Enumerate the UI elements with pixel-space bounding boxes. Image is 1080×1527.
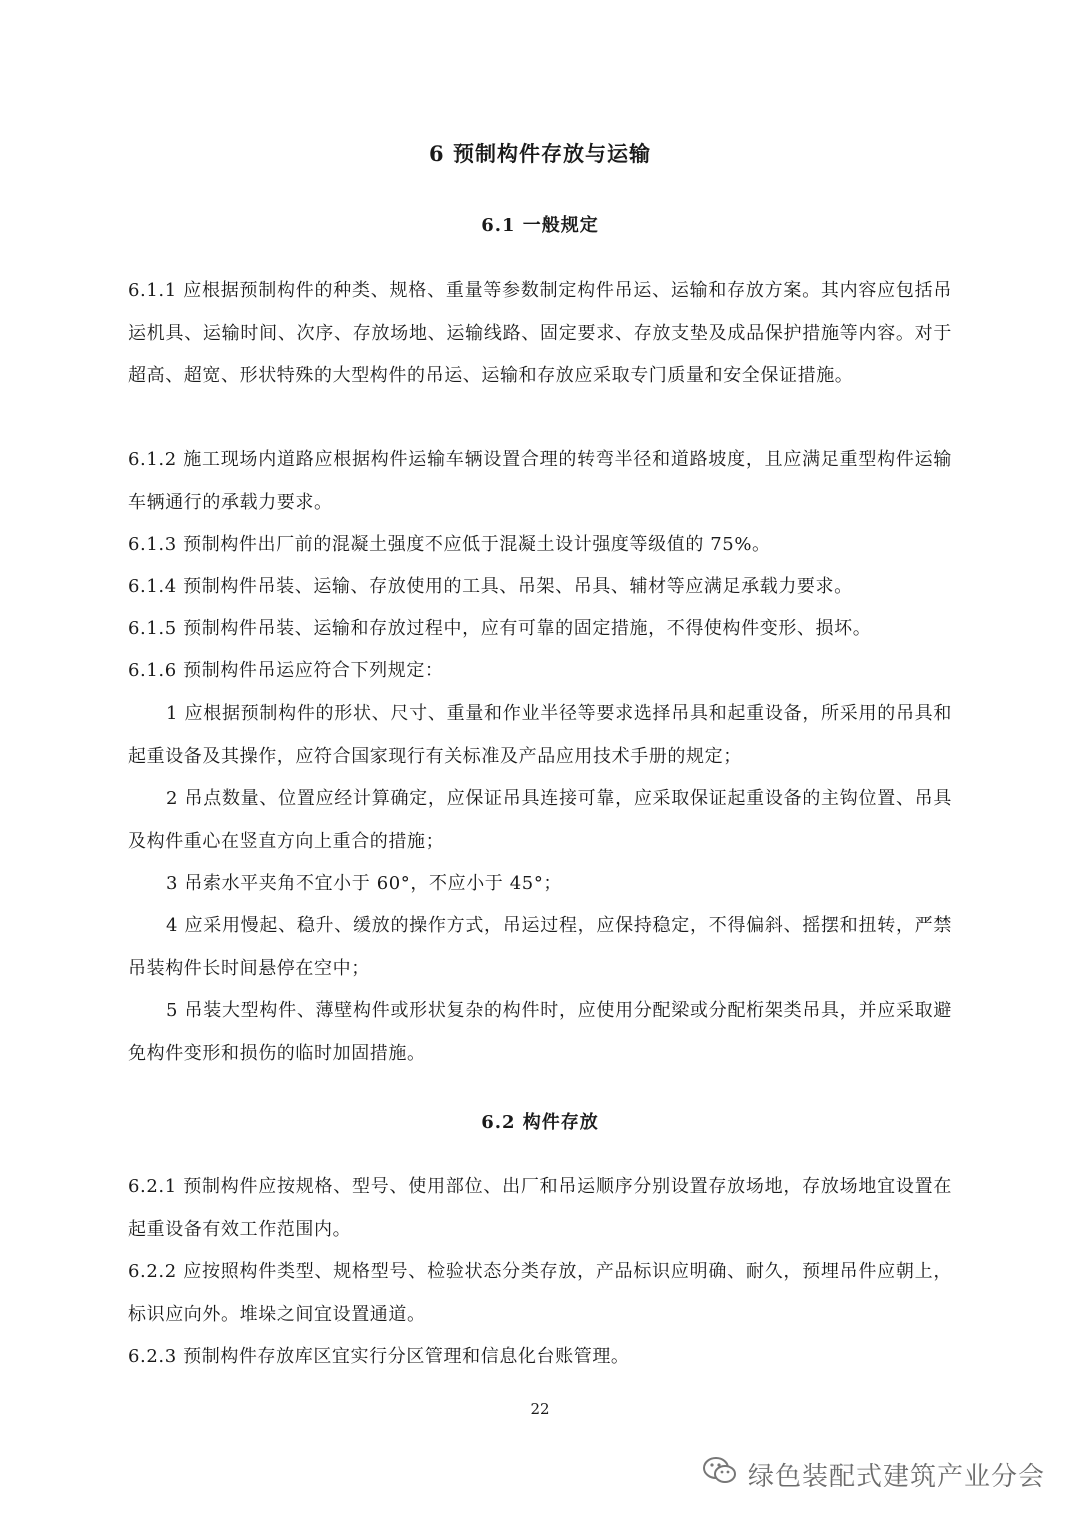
clause-6-1-3: 6.1.3 预制构件出厂前的混凝土强度不应低于混凝土设计强度等级值的 75%。 [128, 534, 771, 555]
clause-6-1-5: 6.1.5 预制构件吊装、运输和存放过程中，应有可靠的固定措施，不得使构件变形、损坏。 [128, 618, 872, 639]
clause-6-2-3: 6.2.3 预制构件存放库区宜实行分区管理和信息化台账管理。 [128, 1346, 630, 1367]
list-item: 2 吊点数量、位置应经计算确定，应保证吊具连接可靠，应采取保证起重设备的主钩位置、吊具及构件重心在竖直方向上重合的措施； [128, 788, 952, 852]
list-item: 4 应采用慢起、稳升、缓放的操作方式，吊运过程，应保持稳定，不得偏斜、摇摆和扭转，严禁吊装构件长时间悬停在空中； [128, 915, 952, 979]
chapter-title: 6 预制构件存放与运输 [429, 141, 651, 166]
section-title-6-1: 6.1 一般规定 [481, 215, 599, 236]
clause-6-2-1: 6.2.1 预制构件应按规格、型号、使用部位、出厂和吊运顺序分别设置存放场地，存放场地宜设置在起重设备有效工作范围内。 [128, 1176, 952, 1240]
list-item: 5 吊装大型构件、薄壁构件或形状复杂的构件时，应使用分配梁或分配桁架类吊具，并应采取避免构件变形和损伤的临时加固措施。 [128, 1000, 952, 1064]
list-item: 1 应根据预制构件的形状、尺寸、重量和作业半径等要求选择吊具和起重设备，所采用的吊具和起重设备及其操作，应符合国家现行有关标准及产品应用技术手册的规定； [128, 703, 952, 767]
section-title-6-2: 6.2 构件存放 [481, 1112, 599, 1133]
page-number: 22 [530, 1400, 550, 1418]
wechat-icon [702, 1456, 748, 1493]
list-item: 3 吊索水平夹角不宜小于 60°，不应小于 45°； [166, 873, 563, 894]
clause-6-1-2: 6.1.2 施工现场内道路应根据构件运输车辆设置合理的转弯半径和道路坡度，且应满足重型构件运输车辆通行的承载力要求。 [128, 449, 952, 513]
clause-6-2-2: 6.2.2 应按照构件类型、规格型号、检验状态分类存放，产品标识应明确、耐久，预埋吊件应朝上，标识应向外。堆垛之间宜设置通道。 [128, 1261, 952, 1325]
watermark [702, 1456, 1045, 1493]
clause-6-1-1: 6.1.1 应根据预制构件的种类、规格、重量等参数制定构件吊运、运输和存放方案。其内容应包括吊运机具、运输时间、次序、存放场地、运输线路、固定要求、存放支垫及成品保护措施等内容。对于超高、超宽、形状特殊的大型构件的吊运、运输和存放应采取专门质量和安全保证措施。 [128, 280, 952, 386]
clause-6-1-6: 6.1.6 预制构件吊运应符合下列规定： [128, 660, 444, 681]
watermark-text: 绿色装配式建筑产业分会 [748, 1462, 1046, 1492]
clause-6-1-4: 6.1.4 预制构件吊装、运输、存放使用的工具、吊架、吊具、辅材等应满足承载力要求。 [128, 576, 853, 597]
